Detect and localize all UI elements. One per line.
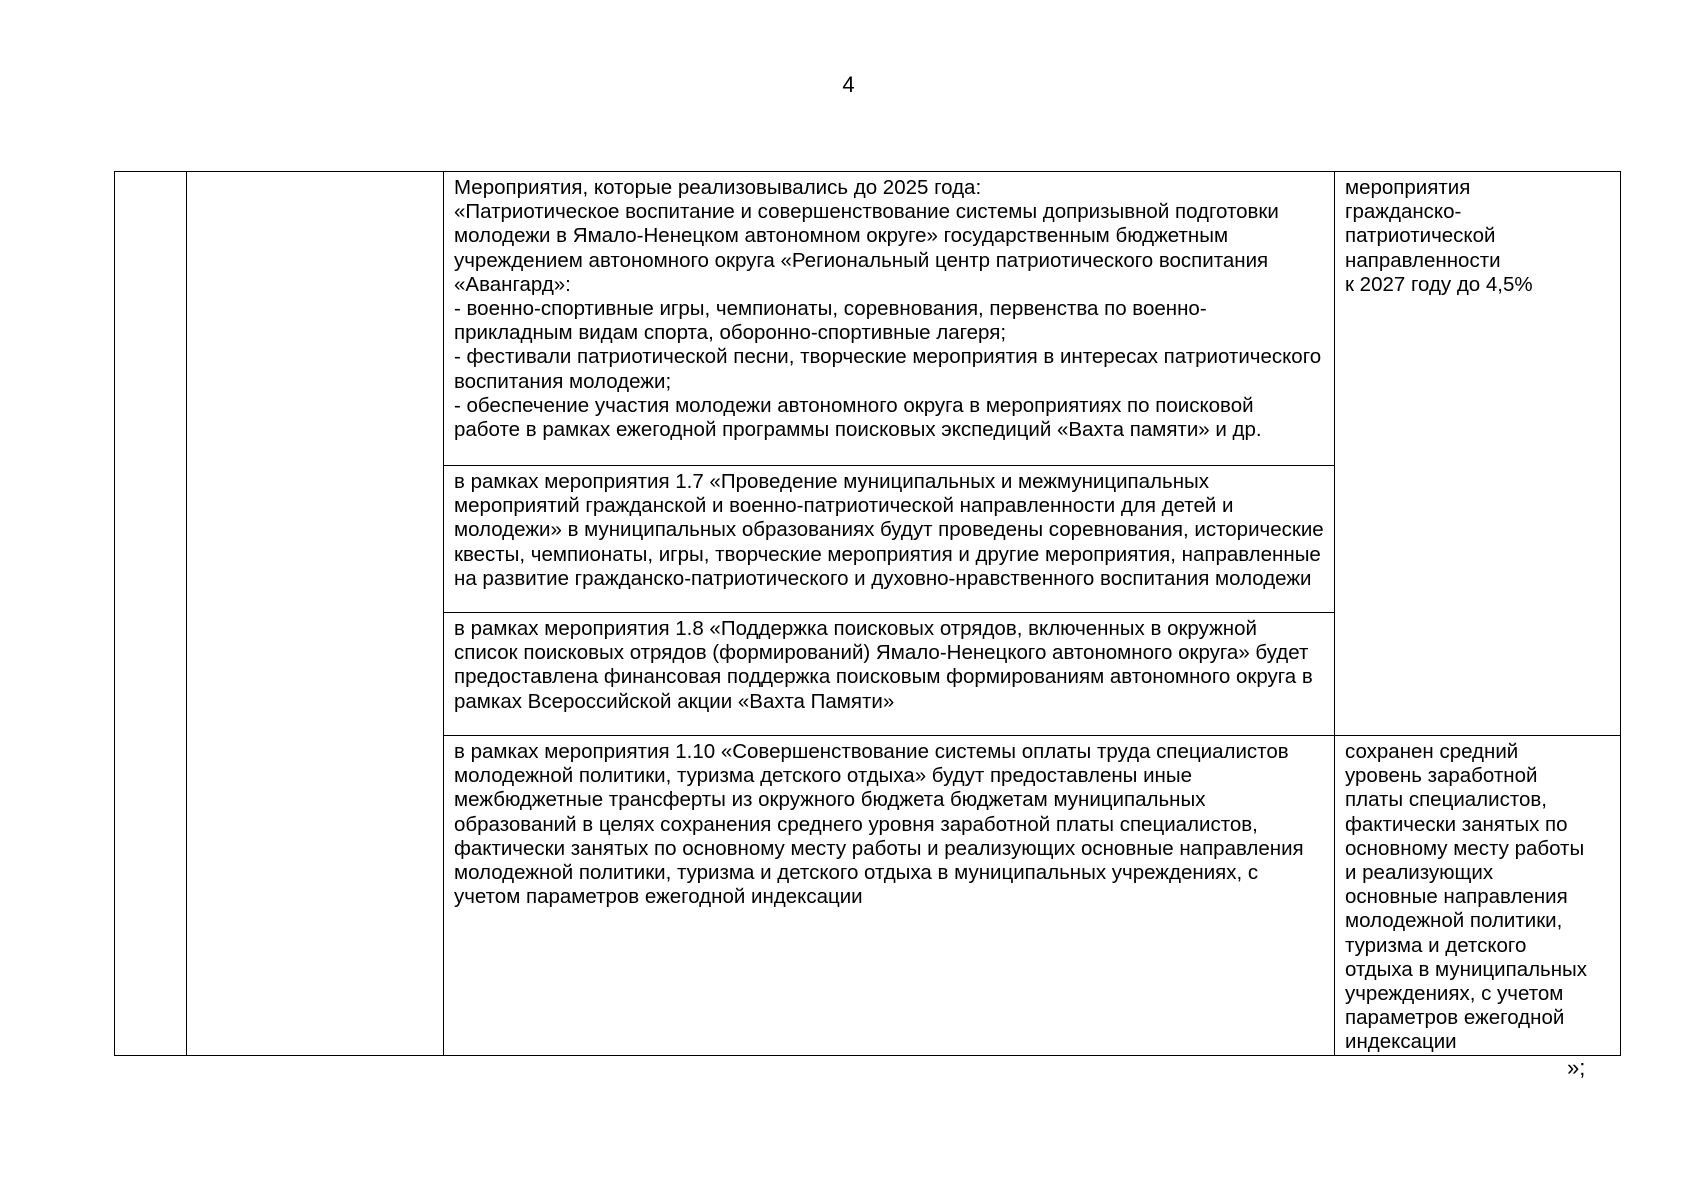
program-table — [114, 171, 1621, 1056]
page-number: 4 — [842, 72, 855, 97]
closing-quote: »; — [1567, 1055, 1586, 1080]
table-row — [115, 172, 1621, 466]
activity-cell: в рамках мероприятия 1.7 «Проведение муниципальных и межмуниципальных мероприятий гражданской и военно-патриотической направленности для детей и молодежи» в муниципальных образованиях будут проведены соревнования, исторические квесты, чемпионаты, игры, творческие мероприятия и другие мероприятия, направленные на развитие гражданско-патриотического и духовно-нравственного воспитания молодежи — [444, 466, 1335, 613]
activity-cell: Мероприятия, которые реализовывались до 2025 года: «Патриотическое воспитание и совершенствование системы допризывной подготовки молодежи в Ямало-Ненецком автономном округе» государственным бюджетным учреждением автономного округа «Региональный центр патриотического воспитания «Авангард»: - военно-спортивные игры, чемпионаты, соревнования, первенства по военно-прикладным видам спорта, оборонно-спортивные лагеря; - фестивали патриотической песни, творческие мероприятия в интересах патриотического воспитания молодежи; - обеспечение участия молодежи автономного округа в мероприятиях по поисковой работе в рамках ежегодной программы поисковых экспедиций «Вахта памяти» и др. — [444, 172, 1335, 466]
result-cell: мероприятия гражданско- патриотической направленности к 2027 году до 4,5% — [1335, 172, 1621, 736]
number-cell — [115, 172, 187, 1056]
activity-cell: в рамках мероприятия 1.10 «Совершенствование системы оплаты труда специалистов молодежной политики, туризма детского отдыха» будут предоставлены иные межбюджетные трансферты из окружного бюджета бюджетам муниципальных образований в целях сохранения среднего уровня заработной платы специалистов, фактически занятых по основному месту работы и реализующих основные направления молодежной политики, туризма и детского отдыха в муниципальных учреждениях, с учетом параметров ежегодной индексации — [444, 736, 1335, 1056]
task-cell — [187, 172, 444, 1056]
activity-cell: в рамках мероприятия 1.8 «Поддержка поисковых отрядов, включенных в окружной список поисковых отрядов (формирований) Ямало-Ненецкого автономного округа» будет предоставлена финансовая поддержка поисковым формированиям автономного округа в рамках Всероссийской акции «Вахта Памяти» — [444, 613, 1335, 736]
result-cell: сохранен средний уровень заработной платы специалистов, фактически занятых по основному месту работы и реализующих основные направления молодежной политики, туризма и детского отдыха в муниципальных учреждениях, с учетом параметров ежегодной индексации — [1335, 736, 1621, 1056]
